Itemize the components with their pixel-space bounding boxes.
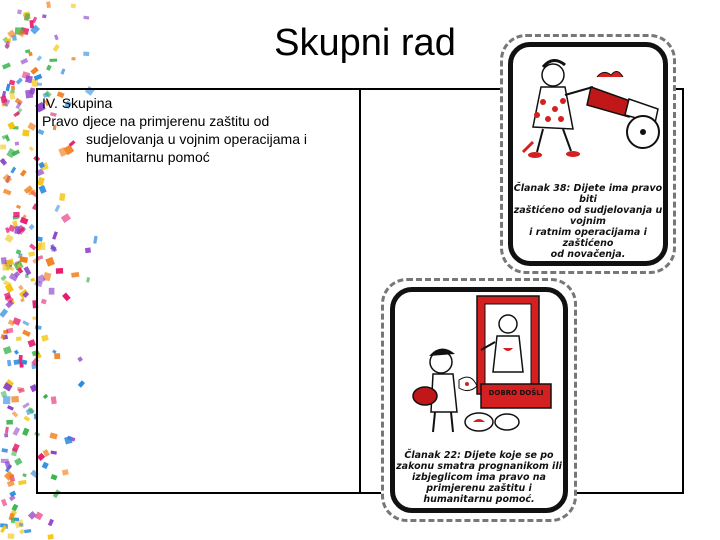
article-22-caption-line-1: Članak 22: Dijete koje se po — [404, 450, 554, 461]
slide-title: Skupni rad — [274, 22, 456, 64]
confetti-piece — [36, 55, 42, 61]
confetti-piece — [15, 141, 20, 145]
confetti-piece — [71, 57, 75, 60]
confetti-piece — [6, 38, 12, 41]
article-22-caption — [395, 450, 563, 505]
confetti-piece — [16, 78, 23, 85]
confetti-piece — [11, 396, 19, 403]
confetti-piece — [20, 298, 24, 302]
confetti-piece — [28, 251, 35, 257]
article-22-caption-line-5: humanitarnu pomoć. — [423, 494, 535, 505]
confetti-piece — [46, 1, 51, 8]
confetti-piece — [61, 68, 66, 74]
article-22-caption-line-2: zakonu smatra prognanikom ili — [396, 461, 562, 472]
article-38-card-frame — [508, 42, 668, 266]
confetti-piece — [9, 495, 16, 501]
confetti-piece — [6, 84, 11, 92]
article-22-caption-line-3: izbjeglicom ima pravo na — [412, 472, 546, 483]
confetti-piece — [42, 14, 46, 18]
confetti-piece — [20, 217, 29, 225]
confetti-piece — [0, 158, 7, 166]
confetti-piece — [49, 59, 57, 62]
confetti-piece — [12, 411, 19, 418]
group-heading: IV. Skupina — [42, 95, 113, 111]
confetti-piece — [53, 44, 60, 52]
article-38-caption-line-1: Članak 38: Dijete ima pravo biti — [513, 183, 663, 205]
confetti-piece — [14, 457, 22, 465]
confetti-piece — [1, 275, 7, 281]
right-description-line-2: sudjelovanja u vojnim operacijama i — [86, 131, 308, 147]
confetti-piece — [18, 480, 26, 485]
confetti-piece — [4, 433, 8, 437]
confetti-piece — [83, 16, 89, 20]
confetti-piece — [29, 146, 34, 151]
confetti-piece — [5, 234, 14, 243]
confetti-piece — [29, 224, 35, 230]
confetti-piece — [2, 174, 12, 184]
confetti-piece — [13, 212, 19, 217]
confetti-piece — [0, 95, 7, 103]
article-38-card — [500, 34, 676, 274]
confetti-piece — [46, 65, 52, 71]
confetti-piece — [27, 339, 36, 347]
confetti-piece — [3, 189, 12, 196]
right-description-line-3: humanitarnu pomoć — [86, 149, 210, 165]
confetti-piece — [16, 337, 22, 341]
confetti-piece — [1, 448, 8, 453]
confetti-piece — [22, 402, 30, 408]
confetti-piece — [28, 189, 35, 195]
confetti-piece — [28, 511, 37, 520]
confetti-piece — [11, 86, 15, 90]
confetti-piece — [5, 427, 9, 433]
confetti-piece — [47, 534, 53, 540]
article-38-caption — [513, 183, 663, 260]
confetti-piece — [22, 330, 31, 337]
confetti-piece — [18, 285, 24, 291]
confetti-piece — [13, 427, 21, 436]
welcome-mat-text: DOBRO DOŠLI — [488, 389, 544, 397]
confetti-piece — [70, 3, 76, 8]
table-divider — [359, 88, 361, 494]
confetti-piece — [22, 129, 29, 136]
article-38-caption-line-3: i ratnim operacijama i zaštićeno — [529, 227, 647, 249]
confetti-piece — [22, 428, 29, 436]
article-22-card — [381, 278, 577, 522]
right-description-line-1: Pravo djece na primjerenu zaštitu od — [42, 113, 270, 129]
confetti-piece — [0, 308, 8, 317]
confetti-piece — [11, 518, 15, 523]
confetti-piece — [2, 62, 11, 69]
confetti-piece — [14, 350, 19, 355]
confetti-piece — [1, 499, 7, 507]
confetti-piece — [7, 405, 14, 410]
confetti-piece — [20, 58, 28, 65]
confetti-piece — [31, 79, 38, 87]
confetti-piece — [4, 461, 11, 470]
confetti-piece — [8, 533, 15, 538]
confetti-piece — [14, 359, 20, 364]
confetti-piece — [7, 360, 12, 367]
article-38-caption-line-4: od novačenja. — [550, 249, 626, 260]
confetti-piece — [22, 473, 26, 477]
confetti-piece — [3, 396, 10, 404]
confetti-piece — [29, 87, 35, 94]
confetti-piece — [48, 519, 54, 526]
group-text — [42, 94, 352, 166]
confetti-piece — [6, 148, 16, 158]
confetti-piece — [24, 416, 31, 422]
confetti-piece — [83, 51, 89, 56]
confetti-piece — [20, 170, 27, 177]
confetti-piece — [10, 167, 16, 174]
confetti-piece — [23, 266, 31, 275]
confetti-piece — [37, 83, 42, 86]
article-38-caption-line-2: zaštićeno od sudjelovanja u vojnim — [513, 205, 663, 227]
cannon-and-child-icon — [513, 47, 663, 177]
confetti-piece — [17, 9, 22, 14]
confetti-piece — [6, 328, 13, 334]
confetti-piece — [30, 278, 35, 282]
confetti-piece — [11, 504, 18, 512]
confetti-piece — [30, 67, 38, 75]
confetti-piece — [24, 529, 31, 533]
confetti-piece — [6, 420, 13, 425]
article-22-caption-line-4: primjerenu zaštitu i — [426, 483, 532, 494]
confetti-piece — [16, 205, 21, 209]
confetti-piece — [19, 529, 25, 535]
article-22-card-frame — [390, 287, 568, 513]
confetti-piece — [3, 346, 12, 354]
confetti-piece — [54, 34, 59, 40]
confetti-piece — [0, 145, 6, 150]
confetti-piece — [22, 320, 29, 326]
refugee-child-at-door-icon — [395, 292, 565, 442]
